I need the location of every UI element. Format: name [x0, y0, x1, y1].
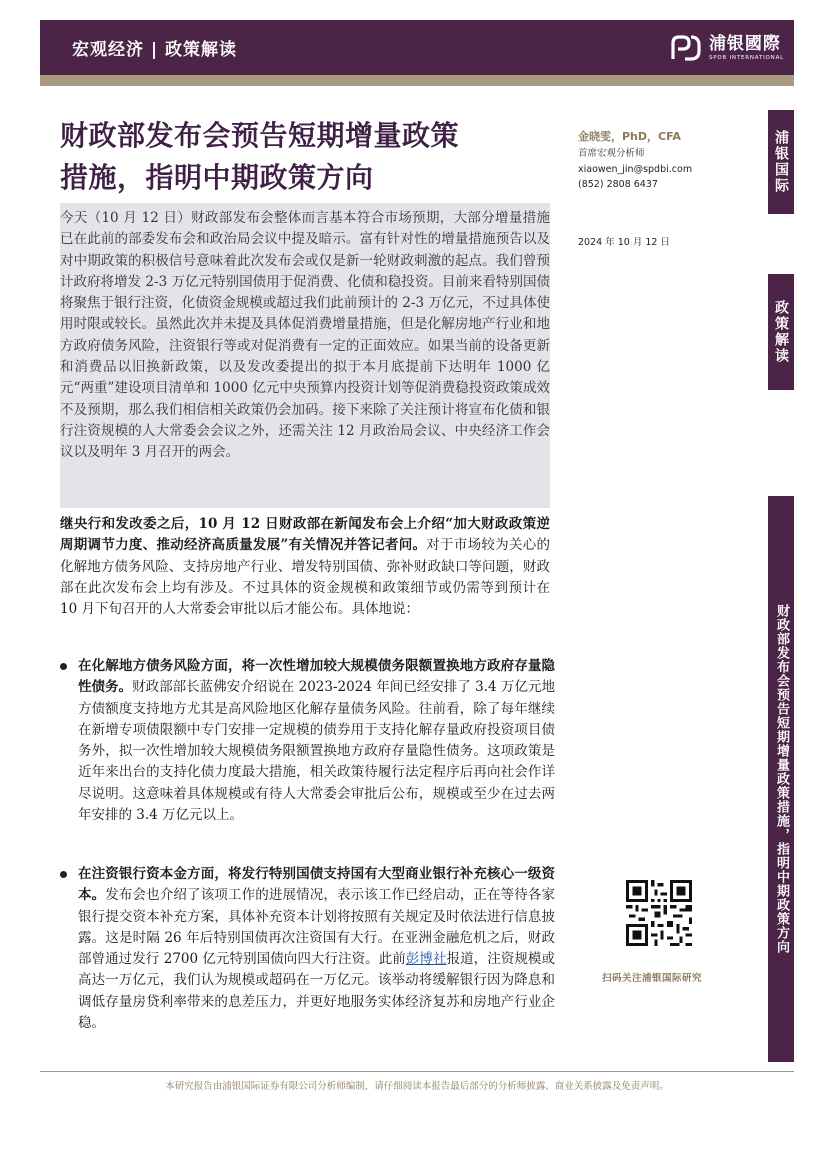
- spdb-logo-icon: [669, 33, 703, 63]
- spdb-logo: [669, 30, 784, 66]
- footer-divider: [40, 1071, 794, 1072]
- header-band: [40, 75, 794, 86]
- bullet-icon: [60, 871, 67, 878]
- report-date: 2024 年 10 月 12 日: [578, 237, 670, 248]
- intro-paragraph: [60, 514, 550, 620]
- header-banner: [40, 20, 794, 75]
- report-title: [60, 115, 560, 199]
- intro-bold: 继央行和发改委之后，10 月 12 日财政部在新闻发布会上介绍“加大财政政策逆周期调节力度、推动经济高质量发展”有关情况并答记者问。: [60, 516, 550, 554]
- bullet-icon: [60, 663, 67, 670]
- report-title-line-1: 财政部发布会预告短期增量政策: [60, 119, 460, 152]
- sidebar-category: 政策解读: [768, 274, 794, 390]
- qr-code-icon[interactable]: [626, 880, 692, 946]
- bullet-2-text-post: 报道，注资规模或高达一万亿元，我们认为规模或超码在一万亿元。该举动将缓解银行因为降息和调低存量房贷利率带来的息差压力，并更好地服务实体经济复苏和房地产行业企稳。: [78, 951, 555, 1032]
- bullet-item: [60, 864, 555, 1034]
- bullet-item: [60, 656, 555, 826]
- sidebar-report-title: 财政部发布会预告短期增量政策措施，指明中期政策方向: [768, 496, 794, 1062]
- intro-text: 对于市场较为关心的化解地方债务风险、支持房地产行业、增发特别国债、弥补财政缺口等问题，财政部在此次发布会上均有涉及。不过具体的资金规模和政策细节或仍需等到预计在 10 月下旬召开的人大常委会审批以后才能公布。具体地说：: [60, 537, 551, 618]
- report-title-line-2: 措施，指明中期政策方向: [60, 161, 374, 194]
- bullet-1-text: 财政部部长蓝佛安介绍说在 2023-2024 年间已经安排了 3.4 万亿元地方债额度支持地方尤其是高风险地区化解存量债务风险。往前看，除了每年继续在新增专项债限额中专门安排一定规模的债券用于支持化解存量政府投资项目债务外，拟一次性增加较大规模债务限额置换地方政府存量隐性债务。这项政策是近年来出台的支持化债力度最大措施，相关政策待履行法定程序后再向社会作详尽说明。这意味着具体规模或有待人大常委会审批后公布，规模或至少在过去两年安排的 3.4 万亿元以上。: [78, 679, 555, 824]
- summary-text: 今天（10 月 12 日）财政部发布会整体而言基本符合市场预期，大部分增量措施已在此前的部委发布会和政治局会议中提及暗示。富有针对性的增量措施预告以及对中期政策的积极信号意味着此次发布会或仅是新一轮财政刺激的起点。我们曾预计政府将增发 2-3 万亿元特别国债用于促消费、化债和稳投资。目前来看特别国债将聚焦于银行注资，化债资金规模或超过我们此前预计的 2-3 万亿元，不过具体使用时限或较长。虽然此次并未提及具体促消费增量措施，但是化解房地产行业和地方政府债务风险，注资银行等或对促消费有一定的正面效应。如果当前的设备更新和消费品以旧换新政策，以及发改委提出的拟于本月底提前下达明年 1000 亿元“两重”建设项目清单和 1000 亿元中央预算内投资计划等促消费稳投资政策成效不及预期，那么我们相信相关政策仍会加码。接下来除了关注预计将宣布化债和银行注资规模的人大常委会会议之外，还需关注 12 月政治局会议、中央经济工作会议以及明年 3 月召开的两会。: [60, 210, 550, 461]
- author-info: [578, 128, 758, 192]
- qr-caption: 扫码关注浦银国际研究: [602, 973, 703, 984]
- author-email[interactable]: xiaowen_jin@spdbi.com: [578, 164, 693, 175]
- bloomberg-link[interactable]: 彭博社: [405, 951, 447, 968]
- bullet-1-bold: 在化解地方债务风险方面，将一次性增加较大规模债务限额置换地方政府存量隐性债务。: [78, 658, 555, 696]
- summary-box: [60, 203, 550, 508]
- header-section-label: 宏观经济 | 政策解读: [72, 40, 238, 60]
- logo-name-cn: 浦银國際: [708, 34, 781, 54]
- author-phone: (852) 2808 6437: [578, 179, 658, 190]
- sidebar-brand: 浦银国际: [768, 110, 794, 214]
- footer-disclaimer: 本研究报告由浦银国际证券有限公司分析师编制，请仔细阅读本报告最后部分的分析师披露、商业关系披露及免责声明。: [165, 1081, 669, 1092]
- logo-name-en: SPDB INTERNATIONAL: [708, 55, 784, 61]
- bullet-2-bold: 在注资银行资本金方面，将发行特别国债支持国有大型商业银行补充核心一级资本。: [78, 866, 555, 904]
- author-name: 金晓雯，PhD，CFA: [578, 130, 681, 143]
- author-role: 首席宏观分析师: [578, 148, 645, 159]
- bullet-2-text-pre: 发布会也介绍了该项工作的进展情况，表示该工作已经启动，正在等待各家银行提交资本补充方案，具体补充资本计划将按照有关规定及时依法进行信息披露。这是时隔 26 年后特别国债再次注资国有大行。在亚洲金融危机之后，财政部曾通过发行 2700 亿元特别国债向四大行注资。此前: [78, 887, 555, 968]
